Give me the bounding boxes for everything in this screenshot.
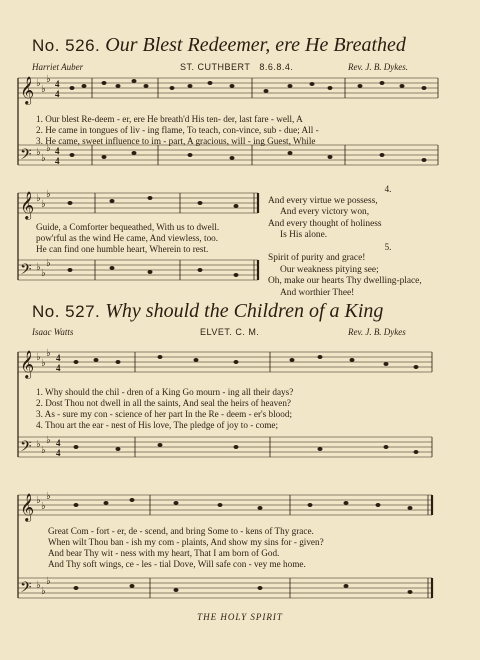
bar-lines [92,78,438,598]
staff-527-2-bass [18,578,432,598]
lyric-line: 3. He came, sweet influence to im - part, A gracious, will - ing Guest, While [36,136,316,146]
svg-text:♭: ♭ [36,262,41,273]
svg-text:♭: ♭ [41,586,46,597]
verse-number: 4. [384,184,392,194]
hymn-title: Why should the Children of a King [105,300,384,322]
svg-text:♭: ♭ [41,501,46,512]
hymn-527-lyrics-1 [36,387,293,431]
staff-526-1-bass [18,145,438,165]
lyric-line: Great Com - fort - er, de - scend, and bring Some to - kens of Thy grace. [48,526,314,536]
svg-text:4: 4 [56,363,61,373]
verse-line: And every victory won, [280,207,370,217]
verse-line: And worthier Thee! [280,287,355,298]
svg-text:♭: ♭ [41,445,46,456]
svg-text:♭: ♭ [46,189,51,200]
verse-line: Our weakness pitying see; [280,264,379,275]
hymn-number: No. 527. [32,302,101,321]
svg-text:♭: ♭ [36,352,41,363]
svg-text:♭: ♭ [36,147,41,158]
svg-text:♭: ♭ [36,193,41,204]
svg-text:♭: ♭ [41,268,46,279]
verse-line: Spirit of purity and grace! [268,253,366,263]
svg-text:♭: ♭ [46,435,51,446]
verse-number: 5. [384,241,392,252]
svg-text:4: 4 [55,79,60,89]
svg-text:4: 4 [56,448,61,458]
svg-text:4: 4 [56,438,61,448]
svg-text:𝄢: 𝄢 [20,579,32,600]
staff-lines [18,78,438,598]
hymn-author: Isaac Watts [32,327,74,337]
lyric-line: When wilt Thou ban - ish my com - plaints, And show my sins for - given? [48,537,324,547]
staff-526-2-treble [18,193,258,213]
verse-line: And every thought of holiness [268,218,382,229]
lyric-line: He can find one humble heart, Wherein to rest. [36,244,209,254]
lyric-line: And Thy soft wings, ce - les - tial Dove, Will safe con - vey me home. [48,559,306,569]
hymn-526-lyrics-1 [36,114,319,147]
verse-line: Is His alone. [280,230,328,240]
lyric-line: 1. Our blest Re-deem - er, ere He breath'd His ten- der, last fare - well, A [36,114,303,124]
svg-text:♭: ♭ [46,143,51,154]
hymn-author: Harriet Auber [32,62,84,72]
svg-text:𝄢: 𝄢 [20,438,32,459]
lyric-line: 4. Thou art the ear - nest of His love, The pledge of joy to - come; [36,420,279,430]
lyric-line: And bear Thy wit - ness with my heart, That I am born of God. [48,548,280,558]
staff-526-2-bass [18,260,258,280]
svg-text:♭: ♭ [41,84,46,95]
svg-text:𝄢: 𝄢 [20,261,32,282]
svg-text:♭: ♭ [36,580,41,591]
staff-527-1-bass [18,437,432,457]
svg-text:♭: ♭ [41,153,46,164]
page-footer: THE HOLY SPIRIT [197,612,283,622]
verse-line: And every virtue we possess, [268,195,378,206]
lyric-line: 1. Why should the chil - dren of a King Go mourn - ing all their days? [36,387,294,397]
svg-text:♭: ♭ [46,576,51,587]
hymn-title: Our Blest Redeemer, ere He Breathed [105,34,406,56]
svg-text:♭: ♭ [46,258,51,269]
svg-text:4: 4 [55,156,60,166]
svg-text:♭: ♭ [36,78,41,89]
svg-text:♭: ♭ [41,199,46,210]
hymn-composer: Rev. J. B. Dykes. [348,62,409,72]
side-verses [268,184,468,299]
staff-527-1-treble [18,352,432,372]
svg-text:4: 4 [55,89,60,99]
lyric-line: 2. He came in tongues of liv - ing flame, To teach, con-vince, sub - due; All - [36,125,319,135]
svg-text:♭: ♭ [36,439,41,450]
tune-name: ELVET. C. M. [200,327,260,337]
staff-526-1-treble [18,78,438,98]
lyric-line: 3. As - sure my con - science of her part In the Re - deem - er's blood; [36,409,293,419]
svg-text:♭: ♭ [36,495,41,506]
hymn-composer: Rev. J. B. Dykes [348,327,406,337]
tune-meter: 8.6.8.4. [259,62,294,72]
svg-text:♭: ♭ [41,358,46,369]
lyric-line: 2. Dost Thou not dwell in all the saints, And seal the heirs of heaven? [36,398,291,408]
svg-text:𝄞: 𝄞 [20,191,35,219]
svg-text:𝄞: 𝄞 [20,350,35,378]
staff-527-2-treble [18,495,432,515]
hymn-527-heading [32,300,383,323]
hymn-526-lyrics-2 [36,222,219,255]
hymn-number: No. 526. [32,36,101,55]
svg-text:𝄞: 𝄞 [20,76,35,104]
verse-line: Oh, make our hearts Thy dwelling-place, [268,276,422,286]
clefs [20,76,34,600]
svg-text:𝄢: 𝄢 [20,146,32,167]
lyric-line: pow'rful as the wind He came, And viewless, too. [36,233,219,243]
svg-text:♭: ♭ [46,74,51,85]
svg-text:♭: ♭ [46,491,51,502]
tune-title: ST. CUTHBERT [180,62,251,72]
svg-text:𝄞: 𝄞 [20,493,35,521]
svg-text:♭: ♭ [46,348,51,359]
svg-text:4: 4 [56,353,61,363]
hymn-527-lyrics-2 [48,526,324,570]
lyric-line: Guide, a Comforter bequeathed, With us to dwell. [36,222,220,232]
svg-text:4: 4 [55,146,60,156]
